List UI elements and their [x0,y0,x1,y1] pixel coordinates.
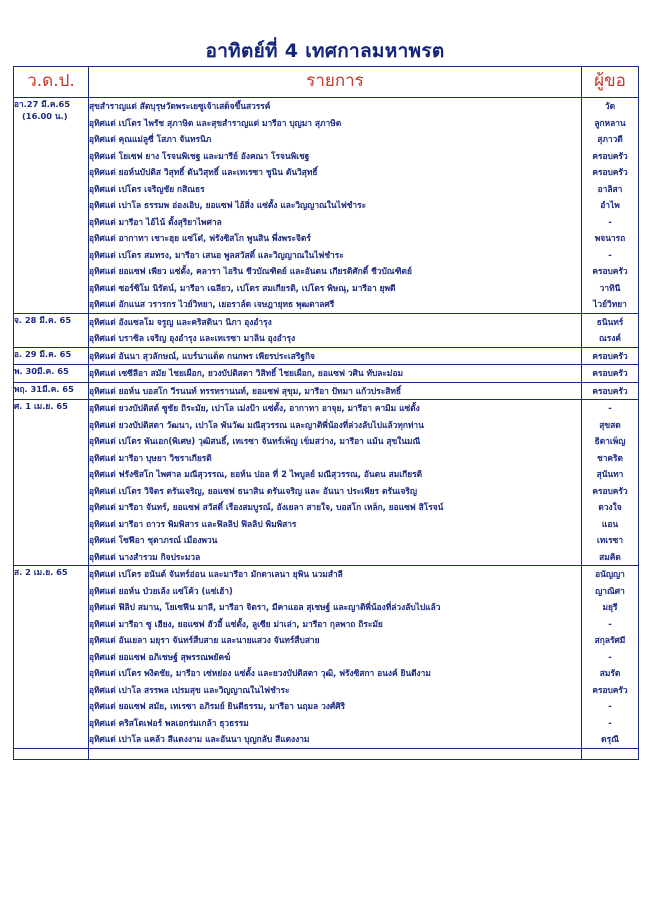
intention-item: อุทิศแด่ ยอแซฟ อภิเชษฐ์ สุพรรณพยัคฆ์ [89,651,231,662]
requester-cell [582,347,639,365]
requester-name: อาลิสา [597,183,623,194]
intention-item: อุทิศแด่ ฟิลิป สมาน, โยเซฟีน มาลี, มารีอา จิตรา, มีคาแอล สุเชษฐ์ และญาติพี่น้องที่ล่วงลับไปแล้ว [89,602,441,612]
intention-item: อุทิศแด่ ยอแซฟ เพียว แซ่ตั้ง, คลารา ไอริน ชีวบัณฑิตย์ และอันตน เกียรติศักดิ์ ชีวบัณฑิตย์ [89,266,412,276]
requester-name: ณรงค์ [599,333,621,343]
requester-cell [582,400,639,566]
intention-item: อุทิศแด่ มารีอา ถาวร พิมพิสาร และฟิลลิป ฟิลลิป พิมพิสาร [89,518,297,529]
table-row [14,347,639,365]
items-cell [89,365,582,383]
intention-item: อุทิศแด่ เปโตร วิจิตร ตรันเจริญ, ยอแซฟ ธนาสิน ตรันเจริญ และ อันนา ประเพียร ตรันเจริญ [89,485,418,496]
table-body [14,98,639,760]
intention-item: อุทิศแด่ มารีอา ซู เฮียง, ยอแซฟ ฮัวอี้ แซ่ตั้ง, ลูเซีย ม่าเล่า, มารีอา กุลพาถ ถิระมัย [89,618,383,629]
intention-item: อุทิศแด่ เปโตร อนันต์ จันทร์อ่อน และมารีอา มักดาเลนา ยุพิน นวมสำลี [89,569,343,579]
intention-item: อุทิศแด่ คุณแม่ลูซี่ โสภา จันทรนิภ [89,134,212,144]
requester-cell [582,313,639,347]
requester-cell [582,566,639,749]
intention-item: อุทิศแด่ โซฟีอา ชุดาภรณ์ เมืองพวน [89,535,218,545]
requester-name: ไวย์วิทยา [593,299,627,309]
requester-name: ครอบครัว [592,266,628,276]
empty-cell [582,748,639,759]
intention-item: อุทิศแด่ อากาทา เชาะฮุย แซ่โต๋, ฟรังซิสโก พูนสิน พึ่งพระจิตร์ [89,233,311,243]
date-label: พ. 30มี.ค. 65 [14,366,69,376]
requester-name: ธิดาเพ็ญ [594,436,626,446]
date-cell [14,382,89,400]
intention-item: อุทิศแด่ ยอห์นบัปติส วิสุทธิ์ ตันวิสุทธิ์ และเทเรซา ชูนิน ตันวิสุทธิ์ [89,167,318,177]
requester-name: - [608,717,612,728]
intention-item: อุทิศแด่ เปโตร พันเอก(พิเศษ) วุฒิสนธิ์, เทเรซา จันทร์เพ็ญ เข็มสว่าง, มารีอา แม้น สุขในมณี [89,436,421,446]
requester-name: - [608,403,612,413]
intention-item: อุทิศแด่ โยเซฟ ยาง โรจนพิเชฐ และมารีย์ อังคณา โรจนพิเชฐ [89,150,310,161]
requester-name: เทเรซา [596,535,624,545]
requester-name: ญาณิศา [595,585,625,596]
time-label: (16.00 น.) [22,111,68,121]
requester-name: - [608,618,612,629]
requester-name: ครอบครัว [592,167,628,177]
requester-name: - [608,701,612,711]
requester-name: ครอบครัว [592,350,628,361]
intention-item: อุทิศแด่ เปโตร พงิตชัย, มารีอา เซ่หย่อง แซ่ตั้ง และยวงบัปติสตา วุฒิ, ฟรังซิสกา อนงค์ ยินดีงาม [89,668,431,678]
requester-name: ดวงใจ [598,502,622,512]
header-requester: ผู้ขอ [582,67,639,98]
intention-item: อุทิศแด่ อันนา สุวลักษณ์, แบร์นาแด็ต กนกพร เพียรประเสริฐกิจ [89,350,315,361]
intention-item: อุทิศแด่ ยอแซฟ สมัย, เทเรซา อภิรมย์ ยินดีธรรม, มารีอา นฤมล วงศ์ศิริ [89,701,346,711]
intention-item: อุทิศแด่ เปโตร สมทรง, มารีอา เสนอ พูลสวัสดิ์ และวิญญาณในไฟชำระ [89,249,344,260]
date-cell [14,400,89,566]
intention-item: อุทิศแด่ เปาโล ธรรมพ อ่องเอิบ, ยอแซฟ ไอ้สิ่ง แซ่ตั้ง และวิญญาณในไฟชำระ [89,200,367,210]
date-cell [14,98,89,314]
intention-item: อุทิศแด่ ยวงบัปติสตา วัฒนา, เปาโล พันวัฒ มณีสุวรรณ และญาติพี่น้องที่ล่วงลับไปแล้วทุกท่าน [89,419,424,430]
intention-item: สุขสำราญแด่ สัตบุรุษวัดพระเยซูเจ้าเสด็จขึ้นสวรรค์ [89,101,271,111]
date-cell [14,313,89,347]
intention-item: อุทิศแด่ ยวงบัปติสต์ ซูชัย ถิระมัย, เปาโล เม่งป้า แซ่ตั้ง, อากาทา อาจุย, มารีอา คามิม แซ่ตั้ง [89,403,420,413]
date-label: อา.27 มี.ค.65 [14,99,71,109]
intention-item: อุทิศแด่ บราซิล เจริญ อุงอำรุง และเทเรซา มาลิน อุงอำรุง [89,333,296,343]
items-cell [89,347,582,365]
requester-name: สมรัต [599,668,621,678]
requester-name: ลูกหลาน [594,117,626,128]
date-label: อ. 29 มี.ค. 65 [14,348,72,359]
items-cell [89,566,582,749]
table-row [14,566,639,749]
requester-name: - [608,249,612,260]
requester-name: ครอบครัว [592,684,628,695]
requester-name: วัด [604,101,616,111]
requester-name: ดรุณี [601,734,619,744]
date-cell [14,365,89,383]
requester-name: - [608,216,612,227]
requester-name: สมคิด [599,551,621,562]
requester-cell [582,98,639,314]
table-row [14,365,639,383]
requester-name: แอน [601,518,619,529]
intention-item: อุทิศแด่ ซอร์ซิโม นิรัตน์, มารีอา เฉลียว, เปโตร สมเกียรติ, เปโตร พิษณุ, มารีอา ยุพดี [89,282,396,293]
items-cell [89,98,582,314]
intention-item: อุทิศแด่ ฟรังซิสโก ไพศาล มณีสุวรรณ, ยอห์น ปอล ที่ 2 ไพบูลย์ มณีสุวรรณ, อันตน สมเกียรติ [89,469,423,479]
requester-name: ธนินทร์ [596,316,624,327]
table-row [14,313,639,347]
intention-item: อุทิศแด่ เปาโล แคล้ว สีแดงงาม และอันนา บุญกลับ สีแดงงาม [89,734,310,744]
requester-cell [582,382,639,400]
requester-name: สุนันทา [596,469,624,479]
requester-cell [582,365,639,383]
intention-item: อุทิศแด่ มารีอา บุษยา วิชราเกียรติ [89,452,212,463]
date-label: พฤ. 31มี.ค. 65 [14,383,74,394]
table-row [14,98,639,314]
items-cell [89,400,582,566]
requester-name: สุขสด [599,419,621,430]
intention-item: อุทิศแด่ ยอห์น บอสโก วีรนนท์ ทรรทรานนท์, ยอแซฟ สุขุม, มารีอา ปัทมา แก้วประสิทธิ์ [89,385,401,396]
requester-name: ครอบครัว [592,150,628,161]
intention-item: อุทิศแด่ อังแซลโม จรูญ และคริสตินา นิภา อุงอำรุง [89,316,272,327]
date-label: จ. 28 มี.ค. 65 [14,314,72,325]
intention-item: อุทิศแด่ เปโตร เจริญชัย กสิณธร [89,183,205,194]
date-cell [14,347,89,365]
table-row [14,382,639,400]
intention-item: อุทิศแด่ ยอห์น ป่วยเล้ง แซ่โค้ว (แซ่เฮ้า) [89,585,233,596]
intention-item: อุทิศแด่ เปโตร ไพรัช สุภาษิต และสุขสำราญแด่ มารีอา บุญมา สุภาษิต [89,117,342,128]
empty-cell [89,748,582,759]
header-items: รายการ [89,67,582,98]
intention-item: อุทิศแด่ มารีอา จันทร์, ยอแซฟ สวัสดิ์ เรืองสมบูรณ์, อังเยลา สายใจ, บอสโก เหล็ก, ยอแซฟ สิโรจน์ [89,502,444,512]
requester-name: อนัญญา [595,569,625,579]
empty-row [14,748,639,759]
header-date: ว.ด.ป. [14,67,89,98]
items-cell [89,382,582,400]
table-row [14,400,639,566]
requester-name: ครอบครัว [592,368,628,378]
items-cell [89,313,582,347]
date-cell [14,566,89,749]
intention-item: อุทิศแด่ อันเยลา มยุรา จันทร์สืบสาย และนายแสวง จันทร์สืบสาย [89,635,320,645]
requester-name: อำไพ [600,200,620,210]
intention-item: อุทิศแด่ มารีอา ไอ้ไน้ ตั้งสุริยาไพศาล [89,216,222,227]
intention-item: อุทิศแด่ อักแนส วรารกร ไวย์วิทยา, เยอราล์ด เจษฎายุทธ พุฒตาลศรี [89,299,335,309]
mass-intention-table [13,66,639,760]
table-header-row [14,67,639,98]
requester-name: สุภาวดี [597,134,623,144]
requester-name: สกุลรัศมี [594,635,626,645]
intention-item: อุทิศแด่ เปาโล สรรพล เปรมสุข และวิญญาณในไฟชำระ [89,684,290,695]
intention-item: อุทิศแด่ คริสโตเฟอร์ พลเอกร่มเกล้า ธุวธรรม [89,717,249,728]
intention-item: อุทิศแด่ นางสำรวม กิจประมวล [89,551,201,562]
date-label: ศ. 1 เม.ย. 65 [14,401,68,411]
empty-cell [14,748,89,759]
requester-name: มยุรี [602,602,618,612]
date-label: ส. 2 เม.ย. 65 [14,567,68,577]
intention-item: อุทิศแด่ เซซีลีอา สมัย ไชยเผือก, ยวงบัปติสตา วิสิทธิ์ ไชยเผือก, ยอแซฟ วศิน ทับละม่อม [89,368,403,378]
requester-name: - [608,651,612,662]
requester-name: ครอบครัว [592,385,628,396]
requester-name: ชาคริต [597,452,623,463]
requester-name: ครอบครัว [592,485,628,496]
requester-name: พจนารถ [594,233,626,243]
page-title: อาทิตย์ที่ 4 เทศกาลมหาพรต [205,40,445,62]
requester-name: วาทินี [599,282,621,293]
